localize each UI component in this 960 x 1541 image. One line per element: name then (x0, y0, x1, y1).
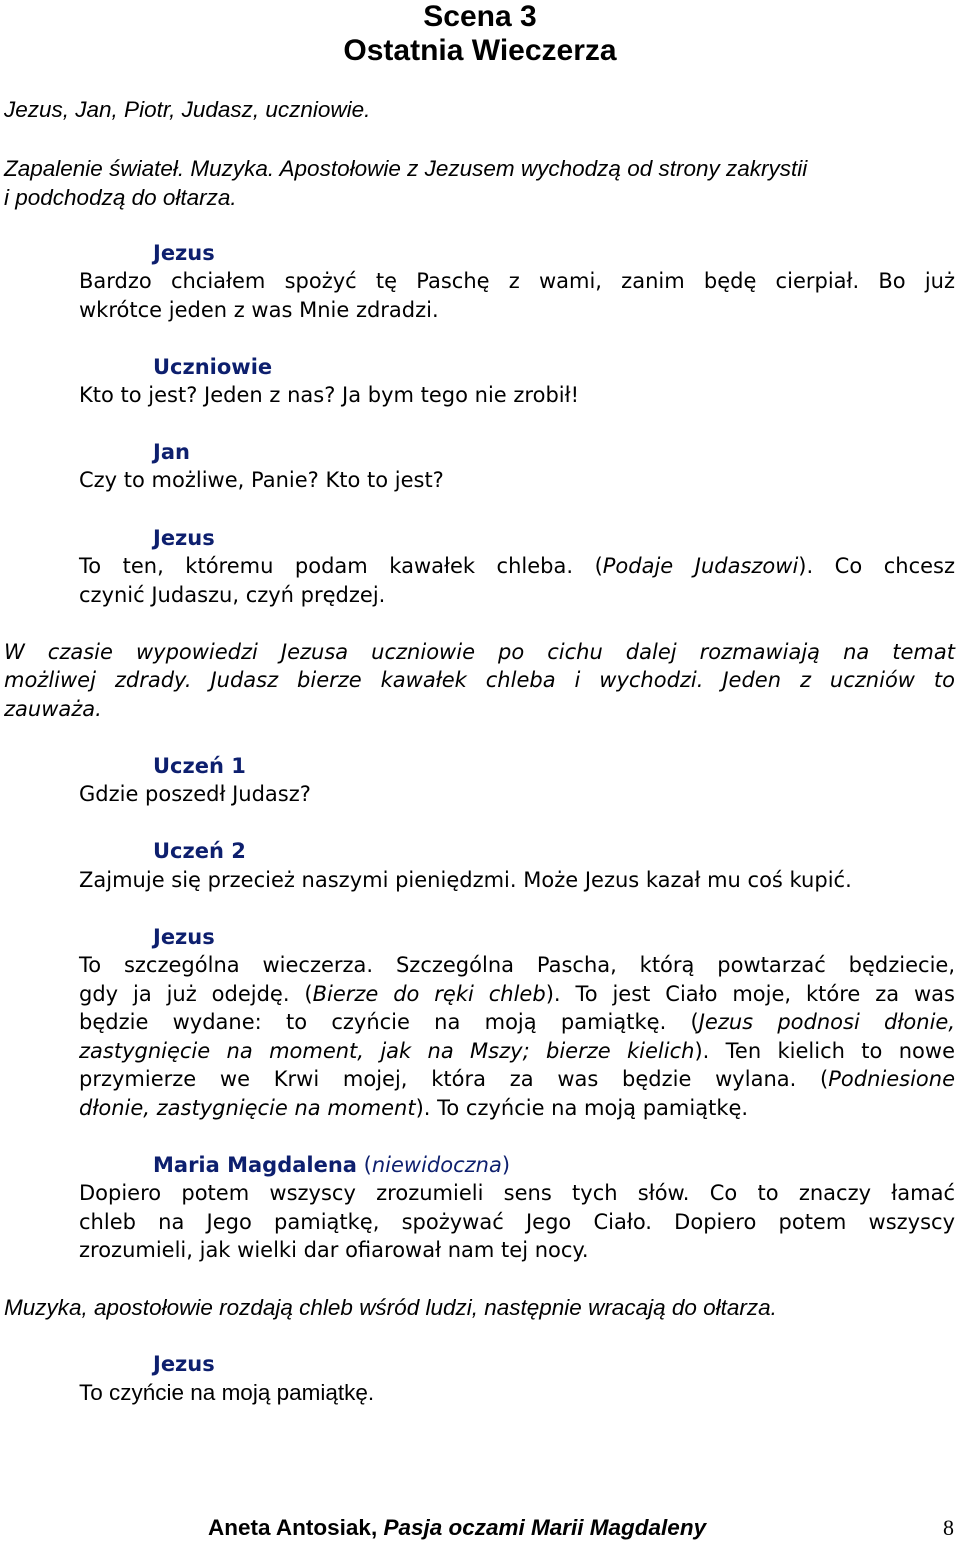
dialogue-line (79, 1065, 955, 1094)
stage-aside: Podaje Judaszowi (602, 554, 799, 578)
dialogue-line: Czy to możliwe, Panie? Kto to jest? (79, 468, 444, 492)
speaker-name: Jan (153, 440, 190, 464)
speaker-name: Maria Magdalena (153, 1153, 357, 1177)
dialogue-line (79, 980, 955, 1009)
dialogue-line: wkrótce jeden z was Mnie zdradzi. (79, 298, 439, 322)
speaker-name: Jezus (153, 526, 215, 550)
stage-aside: Bierze do ręki chleb (312, 982, 546, 1006)
stage-direction-line: Zapalenie świateł. Muzyka. Apostołowie z Jezusem wychodzą od strony zakrystii (4, 156, 808, 181)
dialogue-line: Gdzie poszedł Judasz? (79, 782, 311, 806)
scene-name: Ostatnia Wieczerza (343, 34, 617, 67)
speaker-heading (153, 1151, 510, 1180)
speaker-name: Jezus (153, 925, 215, 949)
dialogue-line (79, 1008, 955, 1037)
dialogue-line: To czyńcie na moją pamiątkę. (79, 1380, 375, 1405)
dialogue-text: ). Ten kielich to nowe (694, 1039, 955, 1063)
dialogue-text: To ten, któremu podam kawałek chleba. ( (79, 554, 603, 578)
dialogue-text: ). To jest Ciało moje, które za was (545, 982, 955, 1006)
dialogue-line: To szczególna wieczerza. Szczególna Pascha, którą powtarzać będziecie, (79, 953, 955, 977)
dialogue-line (79, 1094, 748, 1123)
dialogue-text: przymierze we Krwi mojej, która za was będzie wylana. ( (79, 1067, 829, 1091)
dialogue-line: Zajmuje się przecież naszymi pieniędzmi. Może Jezus kazał mu coś kupić. (79, 868, 852, 892)
stage-aside: Podniesione (828, 1067, 955, 1091)
scene-number: Scena 3 (423, 0, 537, 33)
speaker-note: niewidoczna (371, 1153, 502, 1177)
speaker-name: Jezus (153, 1352, 215, 1376)
dialogue-text: ). Co chcesz (798, 554, 955, 578)
dialogue-line: Dopiero potem wszyscy zrozumieli sens tych słów. Co to znaczy łamać (79, 1181, 955, 1205)
stage-direction-line: W czasie wypowiedzi Jezusa uczniowie po cichu dalej rozmawiają na temat (4, 640, 955, 664)
dialogue-line: Kto to jest? Jeden z nas? Ja bym tego nie zrobił! (79, 383, 579, 407)
dialogue-line: Bardzo chciałem spożyć tę Paschę z wami, zanim będę cierpiał. Bo już (79, 269, 955, 293)
stage-direction-line: możliwej zdrady. Judasz bierze kawałek chleba i wychodzi. Jeden z uczniów to (4, 668, 955, 692)
dialogue-line: zrozumieli, jak wielki dar ofiarował nam tej nocy. (79, 1238, 589, 1262)
dialogue-line: chleb na Jego pamiątkę, spożywać Jego Ciało. Dopiero potem wszyscy (79, 1210, 955, 1234)
stage-aside: dłonie, zastygnięcie na moment (79, 1096, 416, 1120)
dialogue-line (79, 1037, 955, 1066)
footer-work-title: Pasja oczami Marii Magdaleny (383, 1515, 707, 1540)
stage-direction-line: i podchodzą do ołtarza. (4, 185, 237, 210)
dialogue-text: gdy ja już odejdę. ( (79, 982, 313, 1006)
page-number: 8 (943, 1515, 954, 1540)
dialogue-line: czynić Judaszu, czyń prędzej. (79, 583, 386, 607)
stage-aside: zastygnięcie na moment, jak na Mszy; bierze kielich (79, 1039, 695, 1063)
speaker-note-bracket: ) (501, 1153, 511, 1177)
footer-author: Aneta Antosiak, (208, 1515, 384, 1540)
stage-direction-line: Muzyka, apostołowie rozdają chleb wśród ludzi, następnie wracają do ołtarza. (4, 1295, 777, 1320)
dialogue-text: ). To czyńcie na moją pamiątkę. (415, 1096, 749, 1120)
dialogue-line (79, 552, 955, 581)
speaker-name: Uczeń 1 (153, 754, 246, 778)
speaker-name: Jezus (153, 241, 215, 265)
cast-list: Jezus, Jan, Piotr, Judasz, uczniowie. (4, 97, 371, 122)
stage-direction-line: zauważa. (4, 697, 102, 721)
footer-credit (208, 1515, 706, 1541)
dialogue-text: będzie wydane: to czyńcie na moją pamiątkę. ( (79, 1010, 699, 1034)
speaker-note-bracket: ( (356, 1153, 372, 1177)
speaker-name: Uczeń 2 (153, 839, 246, 863)
stage-aside: Jezus podnosi dłonie, (698, 1010, 955, 1034)
speaker-name: Uczniowie (153, 355, 273, 379)
